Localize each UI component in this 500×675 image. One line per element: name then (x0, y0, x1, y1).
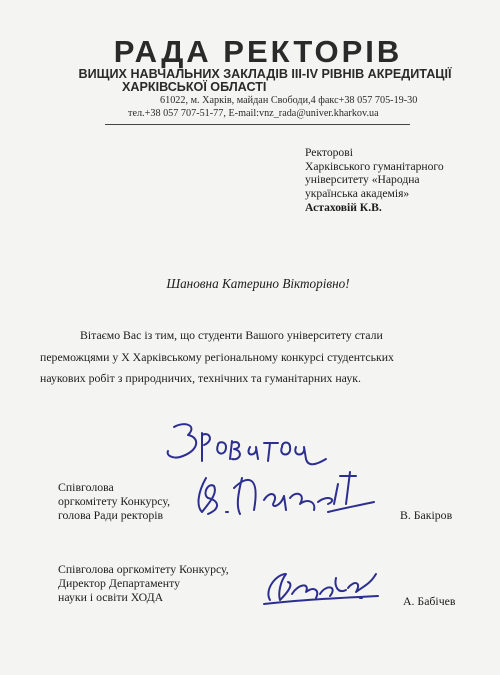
letterhead (0, 36, 500, 120)
signature-2 (258, 560, 388, 610)
body-line: наукових робіт з природничих, технічних та гуманітарних наук. (40, 371, 361, 385)
org-title: РАДА РЕКТОРІВ (113, 34, 403, 69)
position-line: оргкомітету Конкурсу, (58, 494, 171, 509)
recipient-line: Харківського гуманітарного (305, 159, 444, 173)
letterhead-divider (105, 124, 410, 125)
position-line: голова Ради ректорів (58, 508, 164, 523)
recipient-line: Ректорові (305, 146, 353, 159)
body-line: Вітаємо Вас із тим, що студенти Вашого університету стали (80, 328, 383, 342)
position-line: Співголова оргкомітету Конкурсу, (58, 562, 229, 576)
recipient-block (305, 146, 480, 215)
recipient-line: університету «Народна (305, 173, 420, 187)
recipient-name: Астаховій К.В. (305, 200, 382, 214)
handwritten-resolution (140, 415, 340, 475)
org-region: ХАРКІВСЬКОЇ ОБЛАСТІ (122, 80, 267, 94)
org-contacts: тел.+38 057 707-51-77, E-mail:vnz_rada@univer.kharkov.ua (128, 107, 379, 119)
signatory-1-name: В. Бакіров (400, 508, 453, 522)
signature-1 (178, 454, 378, 524)
org-address: 61022, м. Харків, майдан Свободи,4 факс+38 057 705-19-30 (160, 95, 418, 106)
position-line: науки і освіти ХОДА (58, 590, 164, 605)
org-subtitle: ВИЩИХ НАВЧАЛЬНИХ ЗАКЛАДІВ ІІІ-ІV РІВНІВ АКРЕДИТАЦІЇ (78, 67, 452, 81)
salutation: Шановна Катерино Вікторівно! (166, 276, 350, 291)
body-line: переможцями у Х Харківському регіональному конкурсі студентських (40, 349, 394, 364)
signatory-1-position (58, 480, 170, 523)
position-line: Директор Департаменту (58, 576, 180, 591)
signatory-2-position (58, 562, 229, 605)
signatory-2-name: А. Бабічев (403, 594, 456, 608)
position-line: Співголова (58, 480, 114, 494)
letter-body (40, 325, 485, 390)
recipient-line: українська академія» (305, 187, 410, 201)
